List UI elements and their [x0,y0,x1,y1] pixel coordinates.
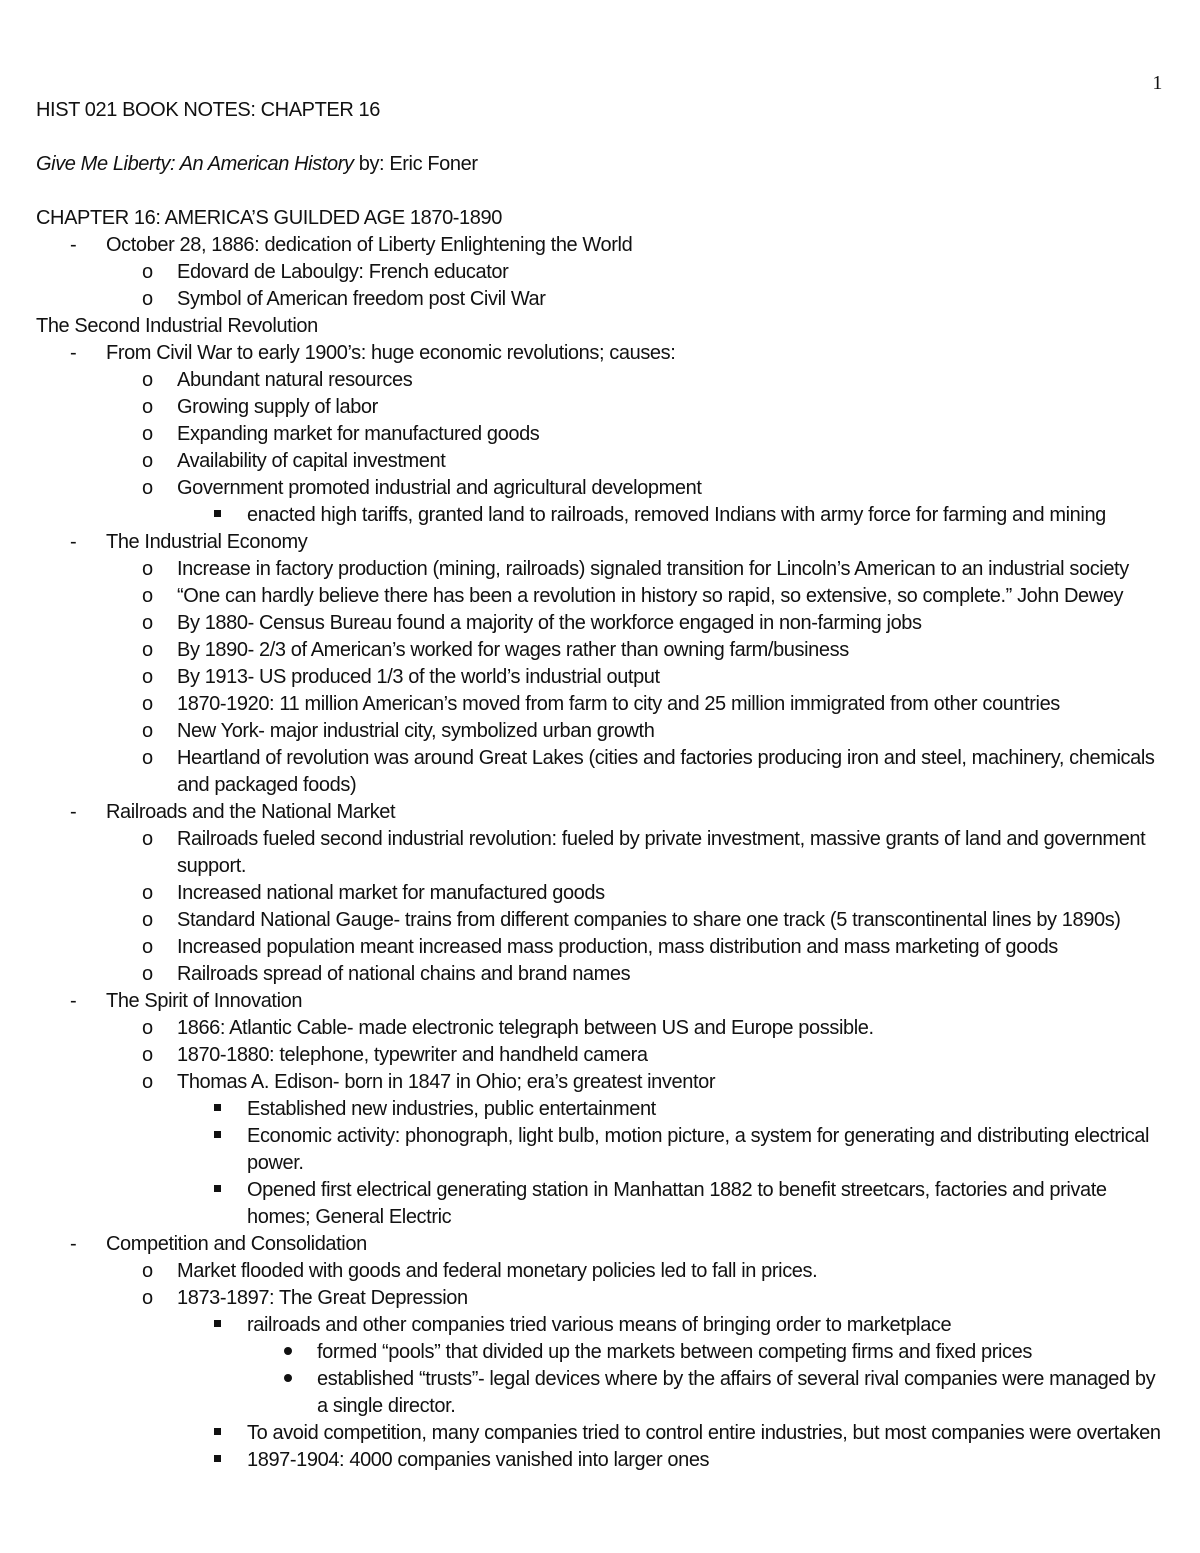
list-item [36,421,1164,448]
list-item [36,583,1164,610]
circle-marker: o [142,585,153,607]
list-item-text: October 28, 1886: dedication of Liberty Enlightening the World [106,234,633,256]
circle-marker: o [142,720,153,742]
list-item [36,259,1164,286]
list-item-text: Opened first electrical generating station in Manhattan 1882 to benefit streetcars, factories and private homes; General Electric [247,1179,1107,1228]
list-item [36,367,1164,394]
list-item [36,286,1164,313]
list-item [36,907,1164,934]
square-bullet-icon [212,1420,247,1447]
list-item [36,340,1164,367]
list-item-text: Market flooded with goods and federal monetary policies led to fall in prices. [177,1260,818,1282]
list-item-text: From Civil War to early 1900’s: huge economic revolutions; causes: [106,342,676,364]
square-bullet-icon [212,1096,247,1123]
list-item [36,1447,1164,1474]
list-item [36,637,1164,664]
list-item-text: Economic activity: phonograph, light bulb, motion picture, a system for generating and distributing electrical power. [247,1125,1150,1174]
list-item-text: Established new industries, public entertainment [247,1098,656,1120]
list-item [36,1015,1164,1042]
list-item [36,610,1164,637]
list-item [36,799,1164,826]
list-item [36,961,1164,988]
list-item-text: Heartland of revolution was around Great Lakes (cities and factories producing iron and steel, machinery, chemicals and packaged foods) [177,747,1155,796]
dot-bullet-icon [282,1366,317,1420]
list-item-text: 1870-1920: 11 million American’s moved from farm to city and 25 million immigrated from other countries [177,693,1060,715]
square-bullet-icon [212,502,247,529]
list-item [36,718,1164,745]
circle-marker: o [142,639,153,661]
circle-marker: o [142,396,153,418]
list-item [36,1339,1164,1366]
book-author: by: Eric Foner [353,153,478,175]
list-item-text: By 1890- 2/3 of American’s worked for wages rather than owning farm/business [177,639,849,661]
list-item [36,1177,1164,1231]
list-item-text: Thomas A. Edison- born in 1847 in Ohio; era’s greatest inventor [177,1071,716,1093]
list-item-text: To avoid competition, many companies tried to control entire industries, but most companies were overtaken [247,1422,1161,1444]
document-title: HIST 021 BOOK NOTES: CHAPTER 16 [36,99,381,121]
list-item [36,232,1164,259]
list-item [36,502,1164,529]
list-item-text: 1897-1904: 4000 companies vanished into larger ones [247,1449,710,1471]
list-item-text: Abundant natural resources [177,369,413,391]
list-item-text: The Industrial Economy [106,531,308,553]
list-item-text: established “trusts”- legal devices where by the affairs of several rival companies were managed by a single director. [317,1368,1156,1417]
list-item-text: Railroads fueled second industrial revolution: fueled by private investment, massive grants of land and government support. [177,828,1146,877]
list-item [36,1312,1164,1339]
circle-marker: o [142,882,153,904]
list-item-text: railroads and other companies tried various means of bringing order to marketplace [247,1314,952,1336]
circle-marker: o [142,558,153,580]
circle-marker: o [142,369,153,391]
list-item [36,1420,1164,1447]
list-item-text: Symbol of American freedom post Civil War [177,288,546,310]
circle-marker: o [142,477,153,499]
list-item-text: By 1880- Census Bureau found a majority of the workforce engaged in non-farming jobs [177,612,922,634]
list-item-text: Competition and Consolidation [106,1233,367,1255]
list-item-text: 1873-1897: The Great Depression [177,1287,468,1309]
spacer [36,124,1164,151]
list-item [36,1069,1164,1096]
circle-marker: o [142,828,153,850]
dot-bullet-icon [282,1339,317,1366]
circle-marker: o [142,936,153,958]
list-item [36,529,1164,556]
list-item [36,1096,1164,1123]
dash-marker: - [70,531,77,553]
list-item [36,1042,1164,1069]
list-item [36,664,1164,691]
list-item [36,745,1164,799]
list-item [36,556,1164,583]
list-item-text: Railroads and the National Market [106,801,396,823]
circle-marker: o [142,1044,153,1066]
page-number: 1 [1152,72,1162,94]
list-item-text: Increase in factory production (mining, railroads) signaled transition for Lincoln’s American to an industrial society [177,558,1129,580]
circle-marker: o [142,1017,153,1039]
list-item [36,880,1164,907]
dash-marker: - [70,342,77,364]
circle-marker: o [142,288,153,310]
circle-marker: o [142,747,153,769]
list-item-text: Railroads spread of national chains and brand names [177,963,631,985]
list-item-text: enacted high tariffs, granted land to railroads, removed Indians with army force for farming and mining [247,504,1106,526]
list-item-text: “One can hardly believe there has been a revolution in history so rapid, so extensive, so complete.” John Dewey [177,585,1124,607]
list-item-text: Availability of capital investment [177,450,446,472]
book-title: Give Me Liberty: An American History [36,153,354,175]
document-body [36,97,1164,1474]
list-item [36,988,1164,1015]
list-item-text: formed “pools” that divided up the markets between competing firms and fixed prices [317,1341,1032,1363]
list-item [36,934,1164,961]
dash-marker: - [70,801,77,823]
square-bullet-icon [212,1312,247,1339]
circle-marker: o [142,693,153,715]
circle-marker: o [142,963,153,985]
square-bullet-icon [212,1177,247,1231]
square-bullet-icon [212,1123,247,1177]
dash-marker: - [70,1233,77,1255]
list-item [36,448,1164,475]
circle-marker: o [142,612,153,634]
list-item [36,394,1164,421]
list-item [36,1258,1164,1285]
list-item-text: New York- major industrial city, symbolized urban growth [177,720,655,742]
circle-marker: o [142,1071,153,1093]
dash-marker: - [70,234,77,256]
list-item-text: Growing supply of labor [177,396,378,418]
section-heading: The Second Industrial Revolution [36,315,318,337]
list-item-text: Increased national market for manufactured goods [177,882,605,904]
list-item-text: Standard National Gauge- trains from different companies to share one track (5 transcontinental lines by 1890s) [177,909,1121,931]
circle-marker: o [142,450,153,472]
list-item-text: 1866: Atlantic Cable- made electronic telegraph between US and Europe possible. [177,1017,874,1039]
spacer [36,178,1164,205]
list-item [36,691,1164,718]
circle-marker: o [142,1287,153,1309]
list-item-text: The Spirit of Innovation [106,990,303,1012]
circle-marker: o [142,909,153,931]
list-item-text: Expanding market for manufactured goods [177,423,540,445]
square-bullet-icon [212,1447,247,1474]
list-item [36,1123,1164,1177]
circle-marker: o [142,261,153,283]
circle-marker: o [142,1260,153,1282]
list-item-text: Edovard de Laboulgy: French educator [177,261,509,283]
book-citation [36,151,1164,178]
list-item-text: By 1913- US produced 1/3 of the world’s industrial output [177,666,660,688]
list-item [36,475,1164,502]
list-item-text: Increased population meant increased mass production, mass distribution and mass marketing of goods [177,936,1058,958]
circle-marker: o [142,666,153,688]
list-item [36,1366,1164,1420]
list-item-text: 1870-1880: telephone, typewriter and handheld camera [177,1044,648,1066]
list-item [36,1231,1164,1258]
chapter-heading: CHAPTER 16: AMERICA’S GUILDED AGE 1870-1890 [36,207,502,229]
list-item [36,1285,1164,1312]
list-item-text: Government promoted industrial and agricultural development [177,477,702,499]
list-item [36,826,1164,880]
dash-marker: - [70,990,77,1012]
circle-marker: o [142,423,153,445]
